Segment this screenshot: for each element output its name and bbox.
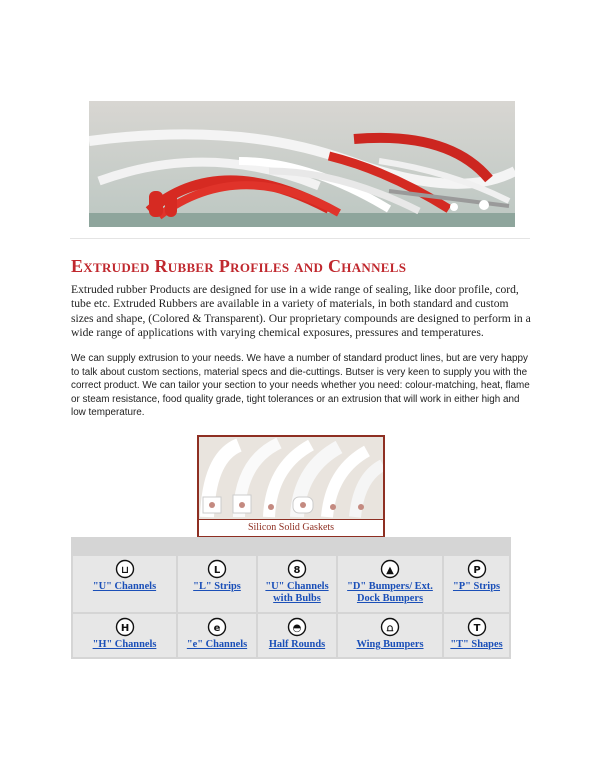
svg-text:L: L <box>213 565 221 576</box>
gasket-image-frame <box>197 435 385 537</box>
svg-text:H: H <box>120 623 129 634</box>
hero-image <box>89 101 515 227</box>
svg-text:P: P <box>472 565 481 576</box>
product-grid-header <box>71 537 511 555</box>
e-channel-icon <box>207 617 227 637</box>
l-strip-icon <box>207 559 227 579</box>
gasket-photo <box>199 437 383 519</box>
product-link[interactable]: "P" Strips <box>452 581 501 592</box>
product-link[interactable]: "U" Channels with Bulbs <box>265 581 329 604</box>
d-bumper-icon <box>380 559 400 579</box>
product-link[interactable]: "e" Channels <box>186 639 248 650</box>
product-link[interactable]: "T" Shapes <box>450 639 503 650</box>
t-shape-icon <box>467 617 487 637</box>
u-channel-icon <box>115 559 135 579</box>
svg-text:⩍: ⩍ <box>386 623 394 634</box>
svg-text:▲: ▲ <box>386 565 394 576</box>
svg-text:◓: ◓ <box>292 623 302 634</box>
h-channel-icon <box>115 617 135 637</box>
product-link[interactable]: "U" Channels <box>92 581 157 592</box>
product-cell[interactable] <box>73 614 176 657</box>
product-link[interactable]: Wing Bumpers <box>356 639 424 650</box>
divider <box>70 238 530 239</box>
wing-bumper-icon <box>380 617 400 637</box>
svg-text:T: T <box>473 623 480 634</box>
u-bulb-icon <box>287 559 307 579</box>
gasket-caption: Silicon Solid Gaskets <box>199 520 383 536</box>
product-cell[interactable] <box>444 614 509 657</box>
product-cell[interactable] <box>73 556 176 612</box>
product-cell[interactable] <box>338 556 442 612</box>
product-cell[interactable] <box>338 614 442 657</box>
product-cell[interactable] <box>258 556 336 612</box>
product-link[interactable]: "H" Channels <box>92 639 157 650</box>
svg-text:⊔: ⊔ <box>120 565 129 576</box>
page-title: Extruded Rubber Profiles and Channels <box>71 256 407 276</box>
product-cell[interactable] <box>258 614 336 657</box>
product-link[interactable]: "D" Bumpers/ Ext. Dock Bumpers <box>347 581 433 604</box>
half-round-icon <box>287 617 307 637</box>
product-cell[interactable] <box>444 556 509 612</box>
p-strip-icon <box>467 559 487 579</box>
intro-paragraph: Extruded rubber Products are designed for use in a wide range of sealing, like door profile, cord, tube etc. Extruded Rubbers are available in a variety of materials, in both standard and custom sizes and shape, (Colored & Transparent). Our proprietary compounds are designed to perform in a wide range of applications with varying chemical exposures, pressures and temperatures. <box>71 283 531 339</box>
product-link[interactable]: Half Rounds <box>268 639 326 650</box>
product-cell[interactable] <box>178 614 256 657</box>
svg-text:8: 8 <box>293 565 301 576</box>
product-cell[interactable] <box>178 556 256 612</box>
svg-text:e: e <box>213 623 221 634</box>
custom-extrusion-paragraph: We can supply extrusion to your needs. We have a number of standard product lines, but are very happy to talk about custom sections, material specs and die-cuttings. Butser is very keen to supply you with the correct product. We can tailor your section to your needs whether you need: colour-matching, heat, flame or steam resistance, food quality grade, tight tolerances or an extrusion that will work in either high and low temperature. <box>71 353 530 419</box>
product-link[interactable]: "L" Strips <box>193 581 241 592</box>
